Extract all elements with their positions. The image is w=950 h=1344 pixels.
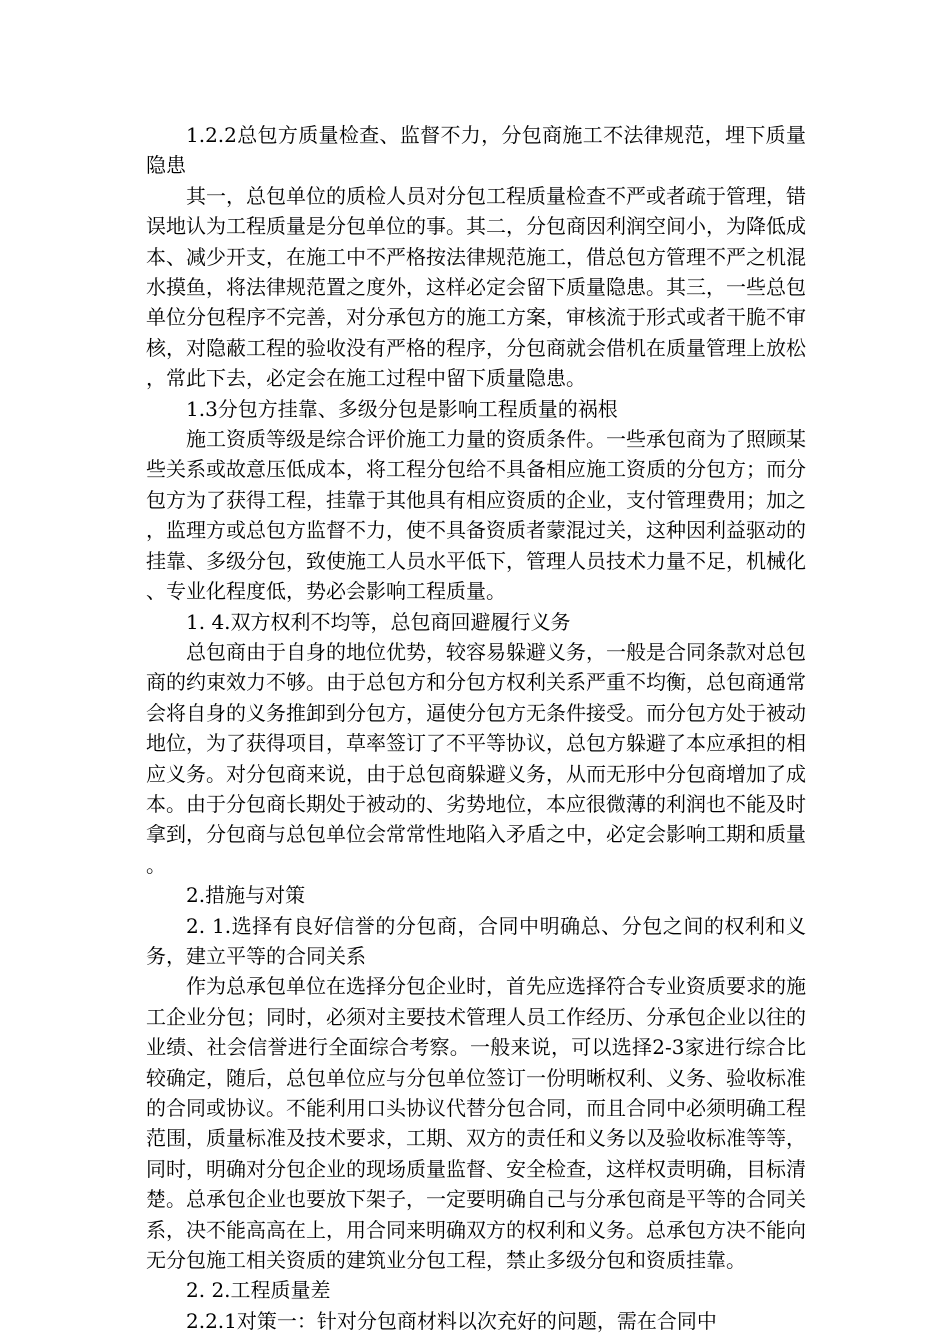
heading-2: 2.措施与对策 [186, 883, 306, 908]
heading-2-2: 2. 2.工程质量差 [186, 1278, 331, 1303]
body-paragraph: 总包商由于自身的地位优势，较容易躲避义务，一般是合同条款对总包商的约束效力不够。由于总包方和分包方权利关系严重不均衡，总包商通常会将自身的义务推卸到分包方，逼使分包方无条件接受。而分包方处于被动地位，为了获得项目，草率签订了不平等协议，总包方躲避了本应承担的相应义务。对分包商来说，由于总包商躲避义务，从而无形中分包商增加了成本。由于分包商长期处于被动的、劣势地位，本应很微薄的利润也不能及时拿到，分包商与总包单位会常常性地陷入矛盾之中，必定会影响工期和质量。 [146, 639, 806, 877]
heading-1-2-2: 1.2.2总包方质量检查、监督不力，分包商施工不法律规范，埋下质量隐患 [146, 123, 806, 178]
document-body [146, 120, 806, 1336]
heading-1-3: 1.3分包方挂靠、多级分包是影响工程质量的祸根 [186, 396, 618, 421]
heading-2-1: 2. 1.选择有良好信誉的分包商，合同中明确总、分包之间的权利和义务，建立平等的合同关系 [146, 913, 806, 968]
body-paragraph: 其一，总包单位的质检人员对分包工程质量检查不严或者疏于管理，错误地认为工程质量是分包单位的事。其二，分包商因利润空间小，为降低成本、减少开支，在施工中不严格按法律规范施工，借总包方管理不严之机混水摸鱼，将法律规范置之度外，这样必定会留下质量隐患。其三，一些总包单位分包程序不完善，对分承包方的施工方案，审核流于形式或者干脆不审核，对隐蔽工程的验收没有严格的程序，分包商就会借机在质量管理上放松，常此下去，必定会在施工过程中留下质量隐患。 [146, 183, 806, 391]
body-paragraph: 作为总承包单位在选择分包企业时，首先应选择符合专业资质要求的施工企业分包；同时，必须对主要技术管理人员工作经历、分承包企业以往的业绩、社会信誉进行全面综合考察。一般来说，可以选择2-3家进行综合比较确定，随后，总包单位应与分包单位签订一份明晰权利、义务、验收标准的合同或协议。不能利用口头协议代替分包合同，而且合同中必须明确工程范围，质量标准及技术要求，工期、双方的责任和义务以及验收标准等等，同时，明确对分包企业的现场质量监督、安全检查，这样权责明确，目标清楚。总承包企业也要放下架子，一定要明确自己与分承包商是平等的合同关系，决不能高高在上，用合同来明确双方的权利和义务。总承包方决不能向无分包施工相关资质的建筑业分包工程，禁止多级分包和资质挂靠。 [146, 974, 806, 1273]
heading-1-4: 1. 4.双方权利不均等，总包商回避履行义务 [186, 609, 571, 634]
body-paragraph-truncated: 2.2.1对策一：针对分包商材料以次充好的问题，需在合同中 [186, 1308, 717, 1333]
body-paragraph: 施工资质等级是综合评价施工力量的资质条件。一些承包商为了照顾某些关系或故意压低成本，将工程分包给不具备相应施工资质的分包方；而分包方为了获得工程，挂靠于其他具有相应资质的企业，支付管理费用；加之，监理方或总包方监督不力，使不具备资质者蒙混过关，这种因利益驱动的挂靠、多级分包，致使施工人员水平低下，管理人员技术力量不足，机械化、专业化程度低，势必会影响工程质量。 [146, 427, 806, 604]
